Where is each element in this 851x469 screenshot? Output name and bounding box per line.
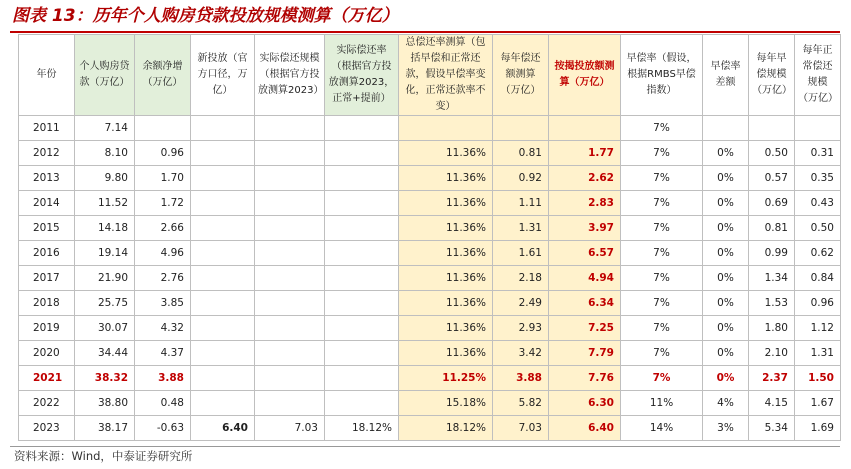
table-cell — [191, 216, 255, 241]
table-cell: 7.76 — [549, 366, 621, 391]
column-header: 按揭投放额测算（万亿） — [549, 35, 621, 116]
column-header: 实际偿还规模（根据官方投放测算2023） — [255, 35, 325, 116]
table-cell — [191, 141, 255, 166]
table-cell — [135, 116, 191, 141]
table-cell: 2.93 — [493, 316, 549, 341]
table-cell: 0% — [703, 366, 749, 391]
table-cell: 4% — [703, 391, 749, 416]
table-cell: 4.15 — [749, 391, 795, 416]
year-cell: 2023 — [19, 416, 75, 441]
column-header: 每年早偿规模（万亿） — [749, 35, 795, 116]
table-cell — [325, 216, 399, 241]
source-note: 资料来源：Wind，中泰证券研究所 — [14, 449, 193, 463]
table-cell: 18.12% — [325, 416, 399, 441]
table-cell: 1.67 — [795, 391, 841, 416]
table-cell — [493, 116, 549, 141]
table-cell: 1.53 — [749, 291, 795, 316]
table-row — [19, 266, 841, 291]
table-cell: 11% — [621, 391, 703, 416]
table-cell: 21.90 — [75, 266, 135, 291]
table-cell: 3.85 — [135, 291, 191, 316]
table-cell — [191, 241, 255, 266]
table-cell: 1.80 — [749, 316, 795, 341]
table-cell — [795, 116, 841, 141]
table-cell — [255, 216, 325, 241]
header-row — [19, 35, 841, 116]
table-cell — [325, 316, 399, 341]
table-cell: 11.36% — [399, 141, 493, 166]
table-cell: 2.18 — [493, 266, 549, 291]
column-header: 总偿还率测算（包括早偿和正常还款，假设早偿率变化，正常还款率不变） — [399, 35, 493, 116]
table-cell — [191, 391, 255, 416]
table-cell: 1.70 — [135, 166, 191, 191]
table-cell: 1.50 — [795, 366, 841, 391]
table-cell: 7% — [621, 291, 703, 316]
table-cell: 7% — [621, 341, 703, 366]
table-cell: 5.34 — [749, 416, 795, 441]
table-cell: 1.31 — [795, 341, 841, 366]
title-rule — [10, 31, 840, 33]
table-cell: 4.37 — [135, 341, 191, 366]
table-cell: 6.57 — [549, 241, 621, 266]
table-cell: 0.62 — [795, 241, 841, 266]
table-row — [19, 216, 841, 241]
table-cell: 0% — [703, 166, 749, 191]
table-cell: 1.34 — [749, 266, 795, 291]
table-cell: 0.99 — [749, 241, 795, 266]
table-cell: 38.80 — [75, 391, 135, 416]
table-cell: 7% — [621, 216, 703, 241]
table-cell: -0.63 — [135, 416, 191, 441]
table-cell: 3.97 — [549, 216, 621, 241]
table-cell: 19.14 — [75, 241, 135, 266]
table-cell: 11.36% — [399, 291, 493, 316]
table-cell: 1.69 — [795, 416, 841, 441]
table-cell: 0.50 — [749, 141, 795, 166]
table-cell: 0.43 — [795, 191, 841, 216]
table-cell: 1.61 — [493, 241, 549, 266]
table-cell — [325, 141, 399, 166]
table-row — [19, 191, 841, 216]
table-cell: 0.84 — [795, 266, 841, 291]
table-cell: 38.32 — [75, 366, 135, 391]
figure-title: 图表 13：历年个人购房贷款投放规模测算（万亿） — [12, 6, 399, 26]
table-cell — [255, 316, 325, 341]
table-cell: 0.96 — [135, 141, 191, 166]
table-cell: 2.62 — [549, 166, 621, 191]
table-row — [19, 166, 841, 191]
table-cell — [191, 291, 255, 316]
column-header: 每年偿还额测算（万亿） — [493, 35, 549, 116]
table-cell: 2.76 — [135, 266, 191, 291]
table-cell: 15.18% — [399, 391, 493, 416]
table-cell: 11.36% — [399, 341, 493, 366]
table-cell — [191, 166, 255, 191]
table-cell — [191, 191, 255, 216]
table-cell: 7.25 — [549, 316, 621, 341]
table-cell — [325, 366, 399, 391]
table-row — [19, 416, 841, 441]
table-cell: 7% — [621, 116, 703, 141]
table-cell: 7% — [621, 241, 703, 266]
year-cell: 2016 — [19, 241, 75, 266]
table-cell — [255, 241, 325, 266]
table-cell: 0% — [703, 341, 749, 366]
table-cell: 0.50 — [795, 216, 841, 241]
table-cell: 11.36% — [399, 316, 493, 341]
column-header: 年份 — [19, 35, 75, 116]
table-cell — [325, 291, 399, 316]
mortgage-table — [18, 34, 841, 441]
table-cell: 6.40 — [191, 416, 255, 441]
year-cell: 2014 — [19, 191, 75, 216]
column-header: 实际偿还率（根据官方投放测算2023，正常+提前） — [325, 35, 399, 116]
table-row — [19, 241, 841, 266]
table-cell: 14.18 — [75, 216, 135, 241]
table-cell: 2.83 — [549, 191, 621, 216]
column-header: 每年正常偿还规模（万亿） — [795, 35, 841, 116]
table-cell: 4.94 — [549, 266, 621, 291]
year-cell: 2012 — [19, 141, 75, 166]
table-cell: 14% — [621, 416, 703, 441]
year-cell: 2015 — [19, 216, 75, 241]
table-row — [19, 391, 841, 416]
table-cell — [191, 341, 255, 366]
table-cell: 1.77 — [549, 141, 621, 166]
table-cell: 4.32 — [135, 316, 191, 341]
table-cell: 0.81 — [493, 141, 549, 166]
year-cell: 2022 — [19, 391, 75, 416]
column-header: 早偿率（假设，根据RMBS早偿指数） — [621, 35, 703, 116]
table-cell: 1.12 — [795, 316, 841, 341]
column-header: 新投放（官方口径，万亿） — [191, 35, 255, 116]
year-cell: 2011 — [19, 116, 75, 141]
table-cell — [191, 266, 255, 291]
table-cell — [255, 166, 325, 191]
table-cell: 0% — [703, 191, 749, 216]
table-cell: 0.57 — [749, 166, 795, 191]
year-cell: 2018 — [19, 291, 75, 316]
table-cell — [255, 116, 325, 141]
table-cell: 11.36% — [399, 166, 493, 191]
table-cell — [325, 391, 399, 416]
table-cell — [325, 241, 399, 266]
table-cell: 2.10 — [749, 341, 795, 366]
table-cell: 1.11 — [493, 191, 549, 216]
table-cell — [255, 291, 325, 316]
table-cell — [703, 116, 749, 141]
table-cell: 7% — [621, 191, 703, 216]
table-cell: 0.48 — [135, 391, 191, 416]
table-cell: 11.36% — [399, 191, 493, 216]
table-cell: 7.03 — [255, 416, 325, 441]
table-cell: 2.37 — [749, 366, 795, 391]
table-cell: 2.66 — [135, 216, 191, 241]
table-cell: 7% — [621, 166, 703, 191]
table-cell — [191, 366, 255, 391]
table-cell: 0% — [703, 141, 749, 166]
table-cell: 2.49 — [493, 291, 549, 316]
table-cell: 3.42 — [493, 341, 549, 366]
table-cell: 7.79 — [549, 341, 621, 366]
table-cell — [255, 391, 325, 416]
table-cell: 7% — [621, 141, 703, 166]
table-row — [19, 116, 841, 141]
table-cell: 0.69 — [749, 191, 795, 216]
table-cell: 7% — [621, 366, 703, 391]
table-cell: 8.10 — [75, 141, 135, 166]
table-cell: 7% — [621, 266, 703, 291]
table-cell — [325, 266, 399, 291]
table-cell — [255, 341, 325, 366]
table-cell: 11.36% — [399, 266, 493, 291]
table-cell: 18.12% — [399, 416, 493, 441]
table-cell: 11.52 — [75, 191, 135, 216]
table-cell: 0% — [703, 216, 749, 241]
table-row — [19, 141, 841, 166]
source-rule — [10, 446, 840, 447]
table-cell: 3% — [703, 416, 749, 441]
table-cell — [325, 341, 399, 366]
table-cell: 0.35 — [795, 166, 841, 191]
table-cell: 0.96 — [795, 291, 841, 316]
column-header: 个人购房贷款（万亿） — [75, 35, 135, 116]
table-cell: 7.14 — [75, 116, 135, 141]
table-row — [19, 316, 841, 341]
table-cell: 6.30 — [549, 391, 621, 416]
table-cell: 4.96 — [135, 241, 191, 266]
table-cell: 5.82 — [493, 391, 549, 416]
table-row — [19, 291, 841, 316]
table-cell: 11.36% — [399, 216, 493, 241]
table-cell: 0.81 — [749, 216, 795, 241]
table-cell: 6.34 — [549, 291, 621, 316]
table-cell — [325, 116, 399, 141]
year-cell: 2017 — [19, 266, 75, 291]
table-cell: 34.44 — [75, 341, 135, 366]
table-body — [19, 116, 841, 441]
year-cell: 2019 — [19, 316, 75, 341]
column-header: 余额净增（万亿） — [135, 35, 191, 116]
year-cell: 2013 — [19, 166, 75, 191]
table-cell — [399, 116, 493, 141]
table-cell: 0.92 — [493, 166, 549, 191]
year-cell: 2021 — [19, 366, 75, 391]
table-cell: 30.07 — [75, 316, 135, 341]
table-cell — [255, 266, 325, 291]
table-cell — [191, 116, 255, 141]
table-cell — [255, 366, 325, 391]
year-cell: 2020 — [19, 341, 75, 366]
table-cell — [325, 191, 399, 216]
table-cell: 0% — [703, 316, 749, 341]
table-cell: 0% — [703, 291, 749, 316]
table-row — [19, 366, 841, 391]
table-cell: 7% — [621, 316, 703, 341]
table-cell: 1.31 — [493, 216, 549, 241]
table-cell: 1.72 — [135, 191, 191, 216]
table-cell: 7.03 — [493, 416, 549, 441]
table-row — [19, 341, 841, 366]
table-cell — [255, 141, 325, 166]
table-cell: 0% — [703, 241, 749, 266]
table-cell: 38.17 — [75, 416, 135, 441]
table-cell: 11.36% — [399, 241, 493, 266]
table-cell: 6.40 — [549, 416, 621, 441]
table-cell — [255, 191, 325, 216]
table-cell: 0% — [703, 266, 749, 291]
table-cell — [325, 166, 399, 191]
table-cell — [191, 316, 255, 341]
table-cell — [549, 116, 621, 141]
table-cell: 0.31 — [795, 141, 841, 166]
column-header: 早偿率差额 — [703, 35, 749, 116]
table-cell: 9.80 — [75, 166, 135, 191]
table-cell: 25.75 — [75, 291, 135, 316]
table-cell — [749, 116, 795, 141]
table-cell: 3.88 — [135, 366, 191, 391]
table-cell: 3.88 — [493, 366, 549, 391]
table-cell: 11.25% — [399, 366, 493, 391]
